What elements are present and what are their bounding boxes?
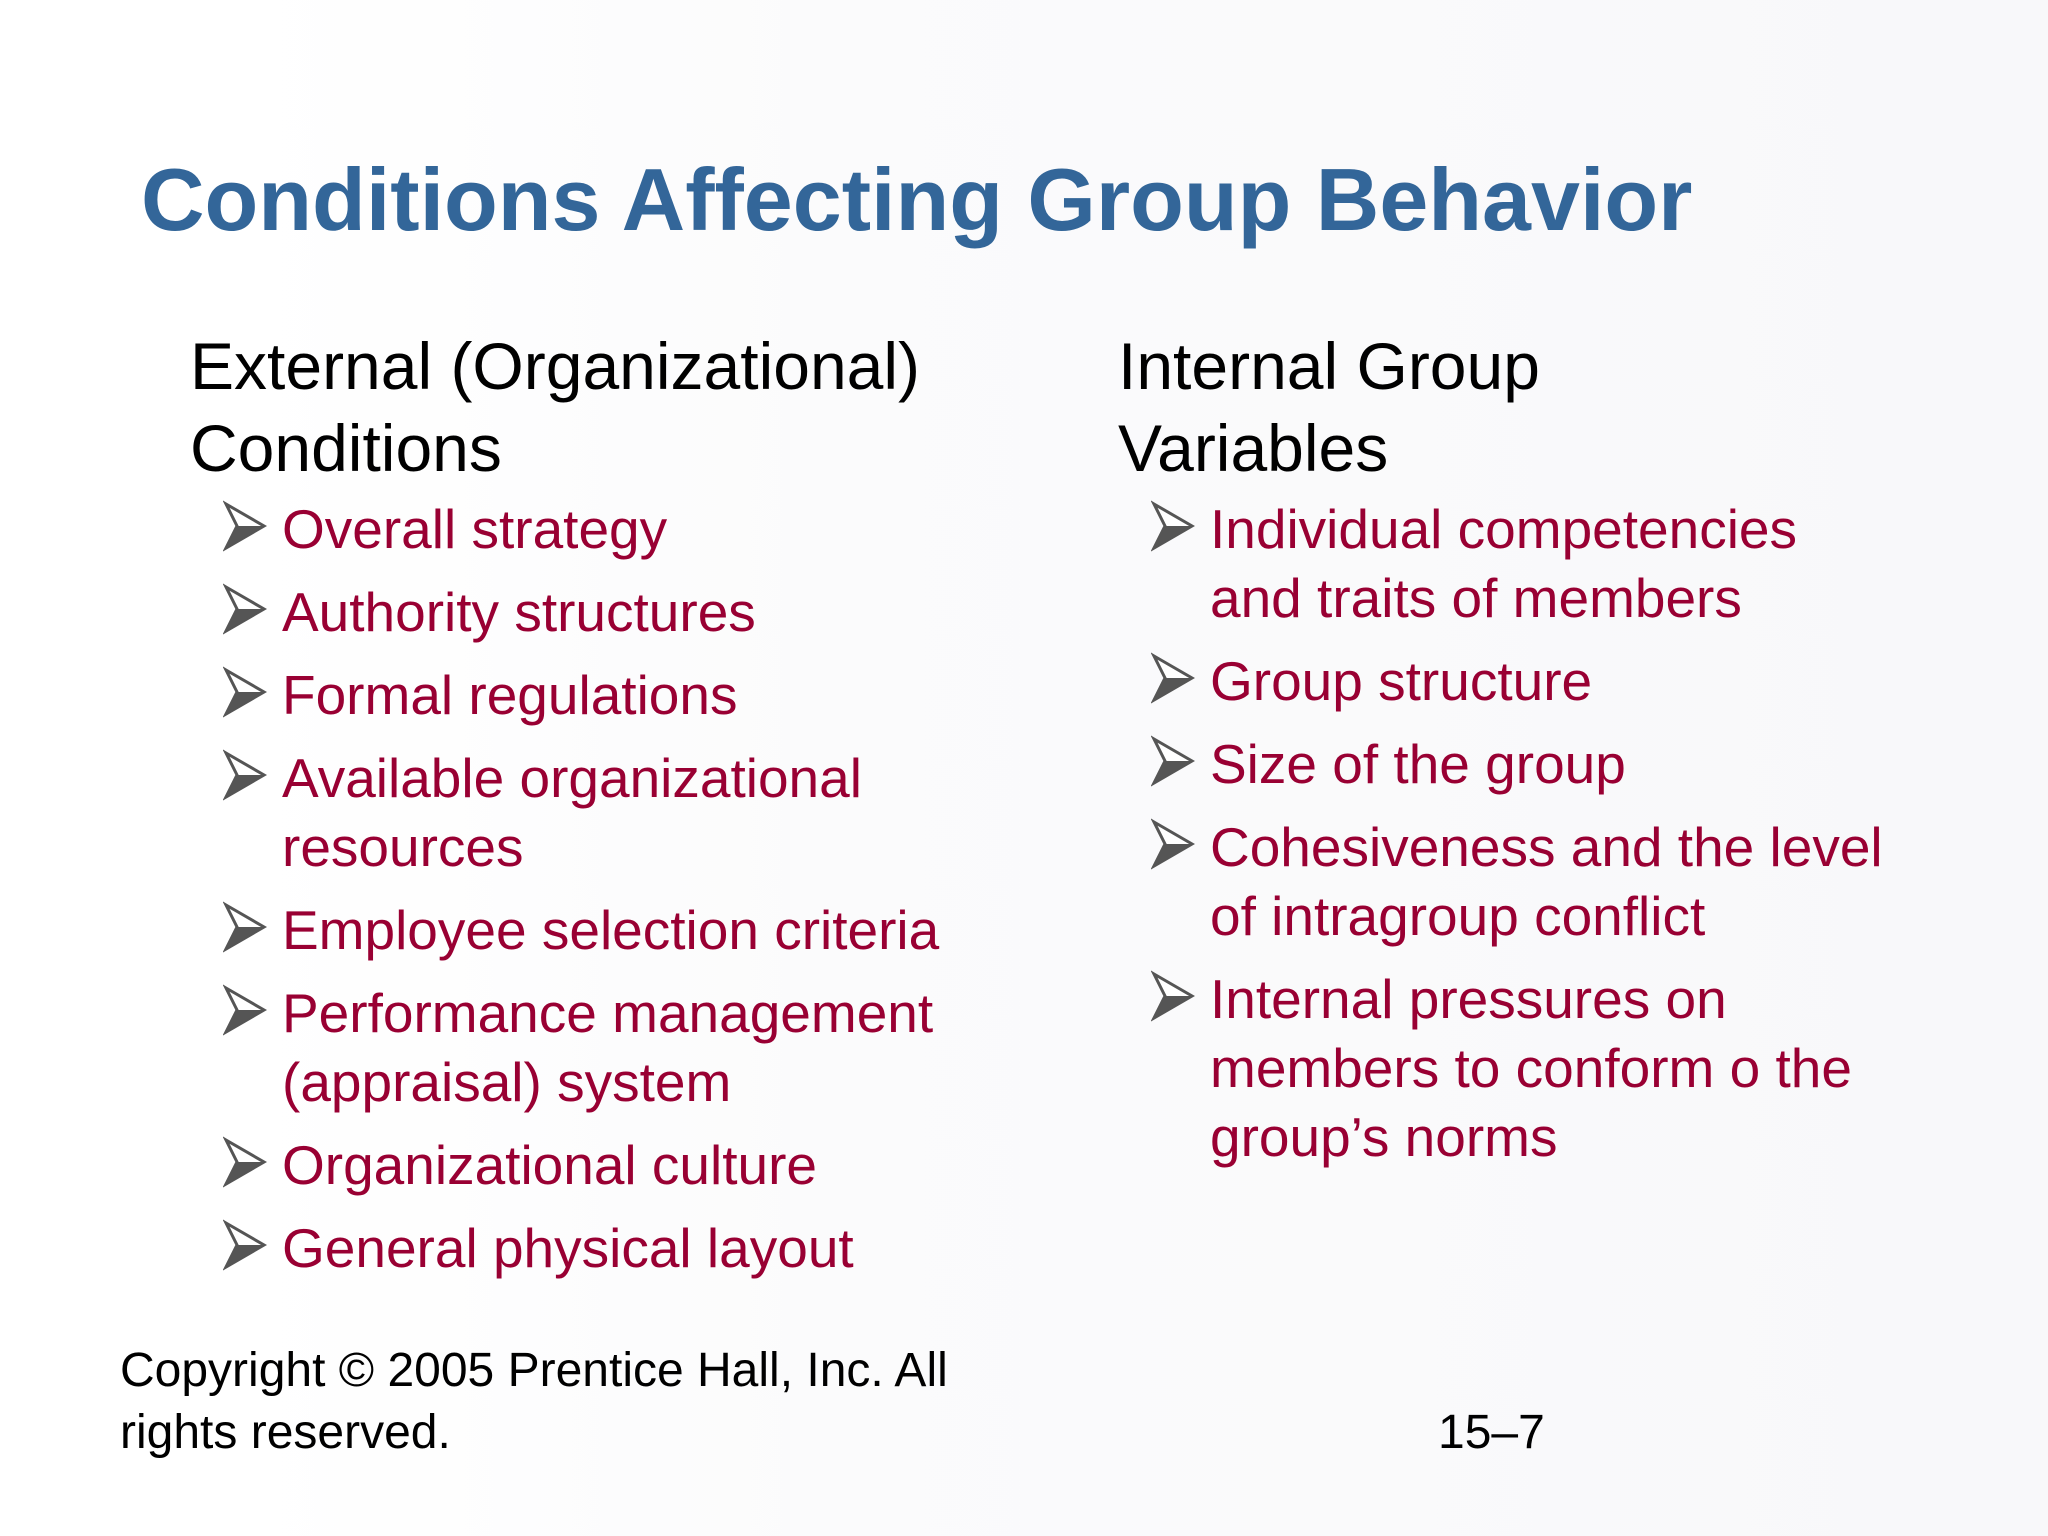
arrowhead-bullet-icon xyxy=(223,500,267,552)
bullet-text xyxy=(282,979,1090,1117)
bullet-text-line: Size of the group xyxy=(1210,733,1626,795)
bullet-item xyxy=(190,578,1090,647)
bullet-item xyxy=(190,744,1090,882)
bullet-item xyxy=(1118,495,1978,633)
bullet-text xyxy=(1210,965,1978,1172)
bullet-text-line: group’s norms xyxy=(1210,1106,1558,1168)
bullet-item xyxy=(1118,813,1978,951)
bullet-text-line: General physical layout xyxy=(282,1217,854,1279)
copyright-line: Copyright © 2005 Prentice Hall, Inc. All xyxy=(120,1344,948,1397)
bullet-list xyxy=(1118,495,1978,1172)
bullet-text-line: Overall strategy xyxy=(282,498,668,560)
copyright-line: rights reserved. xyxy=(120,1406,451,1459)
bullet-item xyxy=(190,979,1090,1117)
bullet-item xyxy=(190,896,1090,965)
bullet-text-line: Formal regulations xyxy=(282,664,738,726)
bullet-text xyxy=(282,1131,1090,1200)
arrowhead-bullet-icon xyxy=(1151,818,1195,870)
bullet-text-line: Group structure xyxy=(1210,650,1593,712)
arrowhead-bullet-icon xyxy=(1151,652,1195,704)
bullet-item xyxy=(1118,647,1978,716)
bullet-text-line: resources xyxy=(282,816,524,878)
arrowhead-bullet-icon xyxy=(1151,500,1195,552)
bullet-text xyxy=(282,896,1090,965)
arrowhead-bullet-icon xyxy=(223,984,267,1036)
bullet-text-line: Available organizational xyxy=(282,747,862,809)
arrowhead-bullet-icon xyxy=(223,749,267,801)
bullet-text-line: (appraisal) system xyxy=(282,1051,732,1113)
bullet-text-line: Authority structures xyxy=(282,581,756,643)
bullet-text xyxy=(1210,730,1978,799)
bullet-text xyxy=(282,744,1090,882)
column-heading-line: External (Organizational) xyxy=(190,329,920,403)
column-heading xyxy=(1118,325,1978,489)
bullet-text xyxy=(1210,495,1978,633)
bullet-text-line: of intragroup conflict xyxy=(1210,885,1706,947)
column-heading-line: Internal Group xyxy=(1118,329,1540,403)
bullet-text-line: Employee selection criteria xyxy=(282,899,940,961)
column-heading-line: Variables xyxy=(1118,411,1389,485)
internal-variables-column xyxy=(1118,325,1978,1186)
bullet-item xyxy=(190,661,1090,730)
arrowhead-bullet-icon xyxy=(223,1136,267,1188)
bullet-text xyxy=(1210,813,1978,951)
bullet-text-line: members to conform o the xyxy=(1210,1037,1852,1099)
bullet-list xyxy=(190,495,1090,1283)
bullet-item xyxy=(190,1131,1090,1200)
bullet-text-line: Organizational culture xyxy=(282,1134,818,1196)
arrowhead-bullet-icon xyxy=(223,666,267,718)
bullet-item xyxy=(1118,965,1978,1172)
arrowhead-bullet-icon xyxy=(223,583,267,635)
column-heading-line: Conditions xyxy=(190,411,502,485)
bullet-text-line: and traits of members xyxy=(1210,567,1742,629)
bullet-item xyxy=(190,495,1090,564)
bullet-item xyxy=(190,1214,1090,1283)
arrowhead-bullet-icon xyxy=(1151,735,1195,787)
bullet-text xyxy=(1210,647,1978,716)
copyright-notice xyxy=(120,1340,948,1464)
arrowhead-bullet-icon xyxy=(223,901,267,953)
bullet-text xyxy=(282,578,1090,647)
bullet-text xyxy=(282,1214,1090,1283)
bullet-text-line: Performance management xyxy=(282,982,934,1044)
bullet-text-line: Internal pressures on xyxy=(1210,968,1727,1030)
column-heading xyxy=(190,325,1090,489)
bullet-item xyxy=(1118,730,1978,799)
page-number: 15–7 xyxy=(1438,1406,1545,1459)
bullet-text xyxy=(282,495,1090,564)
arrowhead-bullet-icon xyxy=(1151,970,1195,1022)
bullet-text-line: Cohesiveness and the level xyxy=(1210,816,1883,878)
bullet-text xyxy=(282,661,1090,730)
slide-title: Conditions Affecting Group Behavior xyxy=(141,150,1693,249)
external-conditions-column xyxy=(190,325,1090,1297)
bullet-text-line: Individual competencies xyxy=(1210,498,1798,560)
arrowhead-bullet-icon xyxy=(223,1219,267,1271)
